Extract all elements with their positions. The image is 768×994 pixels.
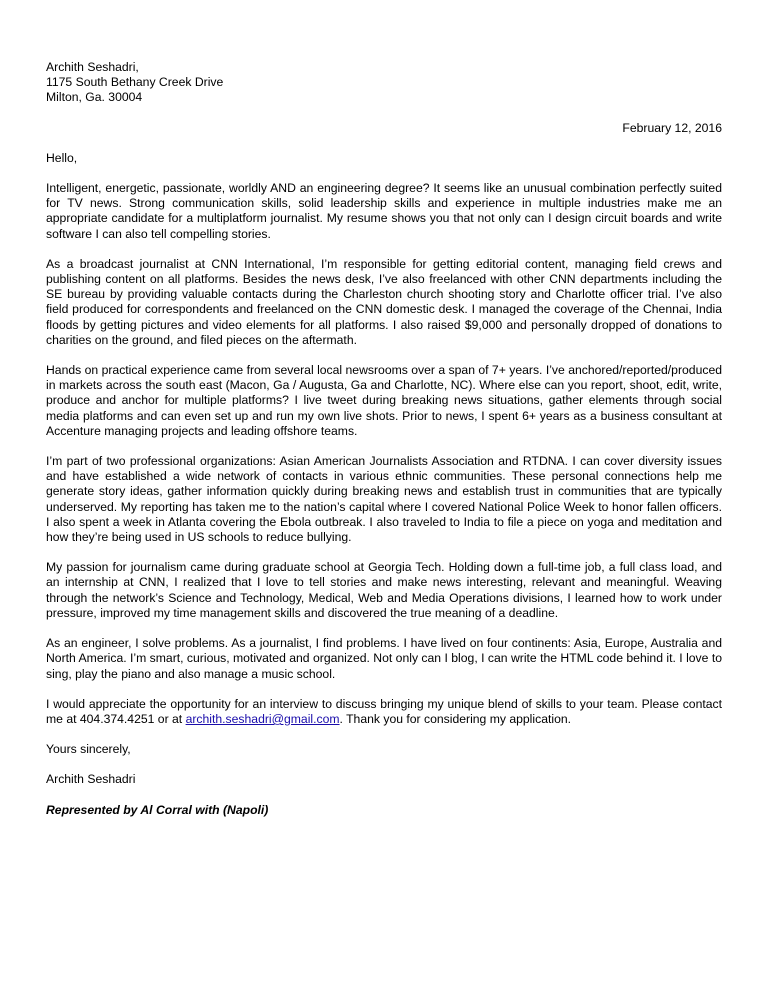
paragraph-local-newsrooms: Hands on practical experience came from several local newsrooms over a span of 7+ years. I’ve anchored/reported/produced in markets across the south east (Macon, Ga / Augusta, Ga and Charlotte, NC). Where else can you report, shoot, edit, write, produce and anchor for multiple platforms? I live tweet during breaking news situations, gather elements through social media platforms and can even set up and run my own live shots. Prior to news, I spent 6+ years as a business consultant at Accenture managing projects and leading offshore teams. [46,363,722,438]
sender-city: Milton, Ga. 30004 [46,90,143,105]
contact-text-before: I would appreciate the opportunity for an interview to discuss bringing my unique blend of skills to your team. Please contact me at 404.374.4251 or at [46,696,722,726]
sender-address [46,60,722,106]
contact-text-after: . Thank you for considering my application. [339,711,572,726]
signature-name: Archith Seshadri [46,772,136,787]
greeting: Hello, [46,150,78,165]
paragraph-organizations: I’m part of two professional organizations: Asian American Journalists Association and RTDNA. I can cover diversity issues and have established a wide network of contacts in various ethnic communities. These personal connections help me generate story ideas, gather information quickly during breaking news and establish trust in communities that are typically underserved. My reporting has taken me to the nation’s capital where I covered National Police Week to honor fallen officers. I also spent a week in Atlanta covering the Ebola outbreak. I also traveled to India to file a piece on yoga and meditation and how they’re being used in US schools to reduce bullying. [46,454,722,545]
representation-note: Represented by Al Corral with (Napoli) [46,802,269,817]
paragraph-passion: My passion for journalism came during graduate school at Georgia Tech. Holding down a full-time job, a full class load, and an internship at CNN, I realized that I love to tell stories and make news interesting, relevant and meaningful. Weaving through the network’s Science and Technology, Medical, Web and Media Operations divisions, I learned how to work under pressure, improved my time management skills and discovered the true meaning of a deadline. [46,560,722,620]
letter-date: February 12, 2016 [622,120,722,135]
cover-letter [46,60,722,818]
paragraph-engineer: As an engineer, I solve problems. As a journalist, I find problems. I have lived on four continents: Asia, Europe, Australia and North America. I’m smart, curious, motivated and organized. Not only can I blog, I can write the HTML code behind it. I love to sing, play the piano and also manage a music school. [46,636,722,681]
paragraph-cnn-experience: As a broadcast journalist at CNN International, I’m responsible for getting editorial content, managing field crews and publishing content on all platforms. Besides the news desk, I’ve also freelanced with other CNN departments including the SE bureau by providing valuable contacts during the Charleston church shooting story and Charlotte officer trial. I’ve also field produced for correspondents and freelanced on the CNN domestic desk. I managed the coverage of the Chennai, India floods by getting pictures and video elements for all platforms. I also raised $9,000 and personally dropped of donations to charities on the ground, and filed pieces on the aftermath. [46,256,722,347]
paragraph-intro: Intelligent, energetic, passionate, worldly AND an engineering degree? It seems like an unusual combination perfectly suited for TV news. Strong communication skills, solid leadership skills and experience in multiple industries make me an appropriate candidate for a multiplatform journalist. My resume shows you that not only can I design circuit boards and write software I can also tell compelling stories. [46,181,722,241]
closing: Yours sincerely, [46,742,131,757]
email-link[interactable]: archith.seshadri@gmail.com [185,711,340,726]
sender-name-line: Archith Seshadri, [46,60,139,74]
sender-street: 1175 South Bethany Creek Drive [46,75,224,90]
paragraph-contact [46,697,722,727]
